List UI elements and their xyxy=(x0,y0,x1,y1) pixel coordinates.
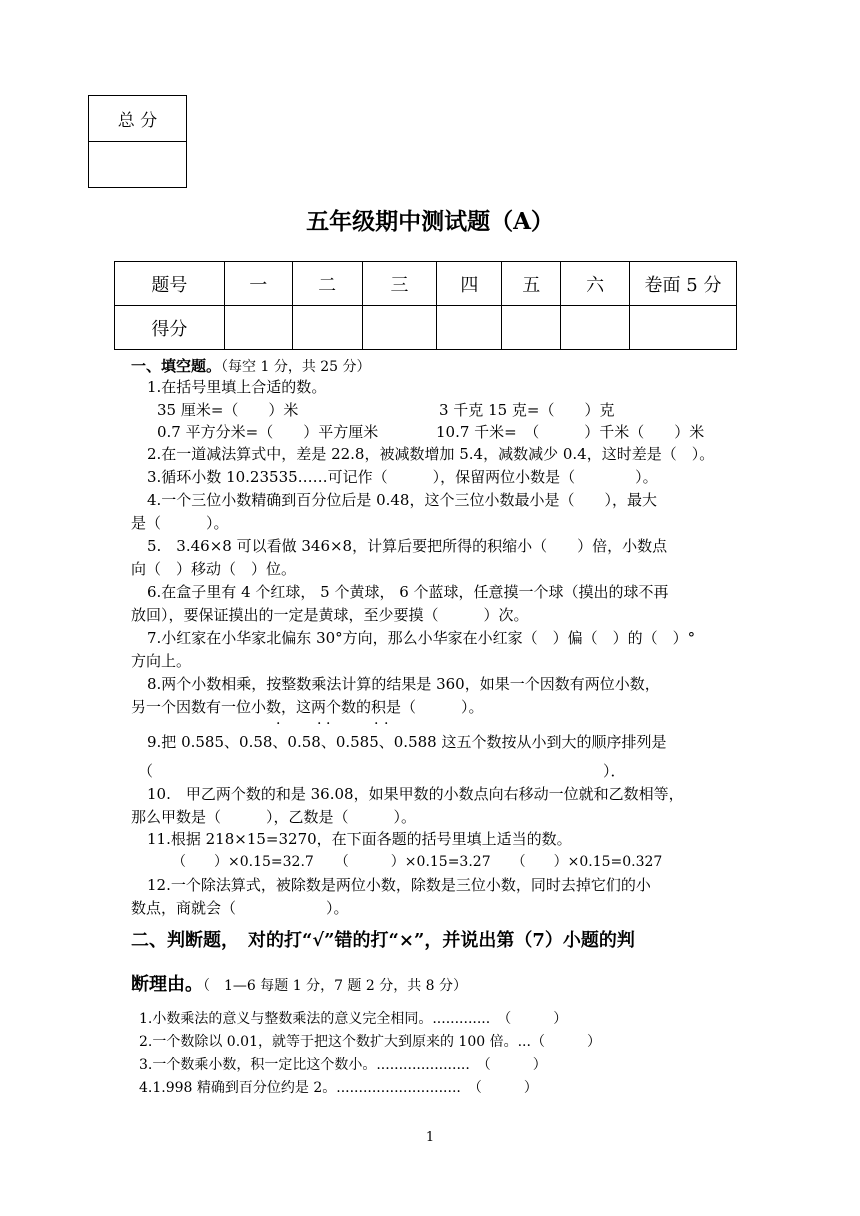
score-cell[interactable] xyxy=(502,306,561,350)
q3-line: 3.循环小数 10.23535……可记作（ ），保留两位小数是（ ）。 xyxy=(147,468,658,486)
score-table-score-row xyxy=(115,306,737,350)
total-score-value[interactable] xyxy=(89,142,187,188)
row-label: 得分 xyxy=(115,306,225,350)
judge-item-1: 1.小数乘法的意义与整数乘法的意义完全相同。............. （ ） xyxy=(139,1011,568,1027)
section2-header-line2 xyxy=(131,972,467,999)
q4-line2: 是（ ）。 xyxy=(131,514,229,532)
header-cell: 题号 xyxy=(115,262,225,306)
score-cell[interactable] xyxy=(362,306,437,350)
score-cell[interactable] xyxy=(292,306,362,350)
score-cell[interactable] xyxy=(437,306,502,350)
q12-line1: 12.一个除法算式，被除数是两位小数，除数是三位小数，同时去掉它们的小 xyxy=(147,876,651,894)
q8-line1: 8.两个小数相乘，按整数乘法计算的结果是 360，如果一个因数有两位小数， xyxy=(147,675,660,693)
q11-line1: 11.根据 218×15=3270，在下面各题的括号里填上适当的数。 xyxy=(147,830,572,848)
section1-header xyxy=(131,356,371,377)
header-cell: 五 xyxy=(502,262,561,306)
total-score-label: 总 分 xyxy=(89,96,187,142)
q1-blank-a: 35 厘米=（ ）米 xyxy=(157,401,299,419)
page-number: 1 xyxy=(425,1130,435,1145)
judge-item-2: 2.一个数除以 0.01，就等于把这个数扩大到原来的 100 倍。...（ ） xyxy=(139,1034,601,1050)
q6-line2: 放回），要保证摸出的一定是黄球，至少要摸（ ）次。 xyxy=(131,606,529,624)
q9-line1: 9.把 0.585、0.58、0.58、0.585、0.588 这五个数按从小到大的顺序排列是 xyxy=(147,733,667,751)
q7-line1: 7.小红家在小华家北偏东 30°方向，那么小华家在小红家（ ）偏（ ）的（ ）° xyxy=(147,629,696,647)
score-table xyxy=(114,261,737,350)
header-cell: 三 xyxy=(362,262,437,306)
header-cell: 四 xyxy=(437,262,502,306)
q11-line2: （ ）×0.15=32.7 （ ）×0.15=3.27 （ ）×0.15=0.327 xyxy=(172,854,663,870)
section2-heading-line2: 断理由。 xyxy=(131,974,203,995)
q4-line1: 4.一个三位小数精确到百分位后是 0.48，这个三位小数最小是（ ），最大 xyxy=(147,491,657,509)
q8-line2: 另一个因数有一位小数，这两个数的积是（ ）。 xyxy=(131,698,484,716)
q1-intro: 1.在括号里填上合适的数。 xyxy=(147,378,327,396)
q1-blank-d: 10.7 千米= （ ）千米（ ）米 xyxy=(436,423,705,441)
score-cell[interactable] xyxy=(224,306,292,350)
section2-scoring: （ 1—6 每题 1 分，7 题 2 分，共 8 分） xyxy=(203,978,468,994)
score-cell[interactable] xyxy=(561,306,630,350)
q6-line1: 6.在盒子里有 4 个红球， 5 个黄球， 6 个蓝球，任意摸一个球（摸出的球不再 xyxy=(147,583,669,601)
q10-line1: 10. 甲乙两个数的和是 36.08，如果甲数的小数点向右移动一位就和乙数相等， xyxy=(147,785,684,803)
section1-heading: 一、填空题。 xyxy=(131,357,222,375)
q12-line2: 数点，商就会（ ）。 xyxy=(131,899,349,917)
header-cell: 二 xyxy=(292,262,362,306)
q2-line: 2.在一道减法算式中，差是 22.8，被减数增加 5.4，减数减少 0.4，这时差是（ ）。 xyxy=(147,445,715,463)
total-score-box xyxy=(88,95,187,188)
q5-line2: 向（ ）移动（ ）位。 xyxy=(131,560,297,578)
q5-line1: 5. 3.46×8 可以看做 346×8，计算后要把所得的积缩小（ ）倍，小数点 xyxy=(147,537,668,555)
score-cell[interactable] xyxy=(630,306,737,350)
q9-answer-line: （ ）． xyxy=(138,762,626,780)
header-cell: 卷面 5 分 xyxy=(630,262,737,306)
q10-line2: 那么甲数是（ ），乙数是（ ）。 xyxy=(131,808,417,826)
section1-scoring: （每空 1 分，共 25 分） xyxy=(221,359,371,375)
q1-blank-c: 0.7 平方分米=（ ）平方厘米 xyxy=(157,423,379,441)
q1-blank-b: 3 千克 15 克=（ ）克 xyxy=(439,401,615,419)
judge-item-4: 4.1.998 精确到百分位约是 2。............................ （ ） xyxy=(139,1080,538,1096)
judge-item-3: 3.一个数乘小数，积一定比这个数小。..................... （ ） xyxy=(139,1057,547,1073)
score-table-header-row xyxy=(115,262,737,306)
section2-heading-line1: 二、判断题， 对的打“√”错的打“×”，并说出第（7）小题的判 xyxy=(131,930,635,951)
page-title: 五年级期中测试题（A） xyxy=(306,208,554,235)
q7-line2: 方向上。 xyxy=(131,652,192,670)
header-cell: 六 xyxy=(561,262,630,306)
header-cell: 一 xyxy=(224,262,292,306)
